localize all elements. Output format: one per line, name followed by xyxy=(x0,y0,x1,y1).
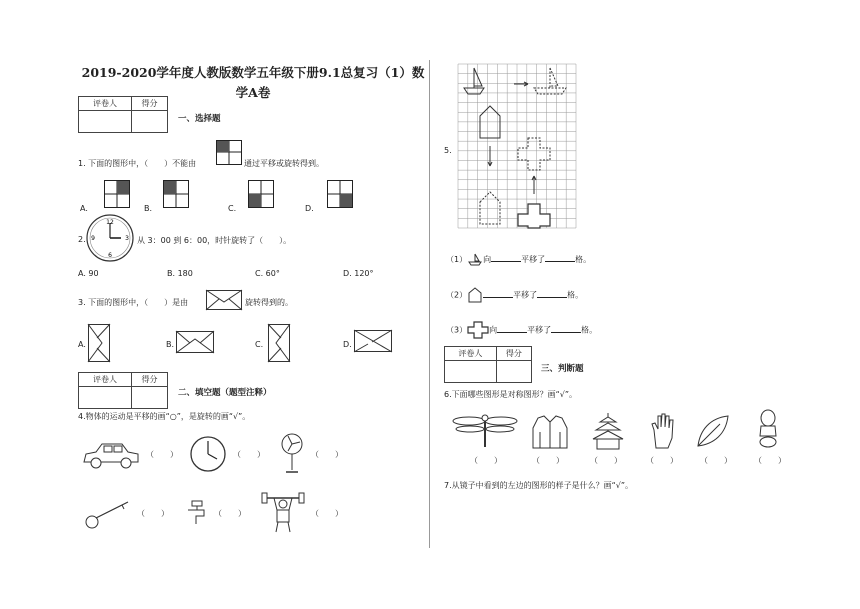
q4-text: 4.物体的运动是平移的画“○”，是旋转的画“√”。 xyxy=(78,412,251,421)
q3-option-b-figure[interactable] xyxy=(176,331,214,353)
boat-icon xyxy=(467,253,483,266)
q6-answer-5[interactable]: （ ） xyxy=(700,456,732,465)
q5-line-1-dir: 向 xyxy=(483,255,492,264)
reviewer-cell[interactable] xyxy=(79,111,132,133)
q3-option-d-figure[interactable] xyxy=(354,330,392,352)
q5-line-3-index: （3） xyxy=(446,325,468,335)
clock-numeral-6: 6 xyxy=(108,252,112,259)
q5-line-1-blank-direction[interactable] xyxy=(491,253,521,262)
q2-option-d[interactable]: D. 120° xyxy=(343,269,374,278)
q5-line-1-index: （1） xyxy=(446,255,468,264)
score-cell[interactable] xyxy=(131,387,167,409)
q3-option-c-label[interactable]: C. xyxy=(255,340,264,349)
q5-grid-figure xyxy=(458,64,576,228)
key-icon xyxy=(82,498,132,532)
q5-line-3 xyxy=(446,321,597,339)
house-icon xyxy=(467,287,483,303)
clock-icon xyxy=(190,436,226,472)
q3-option-c-figure[interactable] xyxy=(268,324,290,362)
q1-option-d-label[interactable]: D. xyxy=(305,204,314,213)
q2-option-c[interactable]: C. 60° xyxy=(255,269,280,278)
q5-line-1 xyxy=(446,253,591,266)
faucet-icon xyxy=(186,500,208,528)
clock-icon xyxy=(86,214,134,262)
weightlifter-icon xyxy=(262,490,304,534)
reviewer-label: 评卷人 xyxy=(79,97,132,111)
q1-text-a: 1. 下面的图形中，（ ）不能由 xyxy=(78,159,197,168)
hand-icon xyxy=(650,412,676,450)
column-divider xyxy=(429,60,430,548)
q6-answer-3[interactable]: （ ） xyxy=(590,456,622,465)
q5-line-2-end: 格。 xyxy=(567,290,584,300)
q5-line-2-blank-count[interactable] xyxy=(537,289,567,298)
reviewer-label: 评卷人 xyxy=(445,347,497,361)
title-line-2: 学A卷 xyxy=(235,85,271,100)
q1-text-b: 通过平移或旋转得到。 xyxy=(244,159,324,168)
section-heading-fill: 二、填空题（题型注释） xyxy=(178,388,272,398)
leaf-icon xyxy=(694,414,730,448)
clock-numeral-9: 9 xyxy=(91,235,95,242)
q1-option-c-figure[interactable] xyxy=(248,180,274,208)
q5-line-3-mid: 平移了 xyxy=(527,325,552,335)
title-line-1: 2019-2020学年度人教版数学五年级下册9.1总复习（1）数 xyxy=(81,65,425,80)
fan-icon xyxy=(280,432,304,474)
q6-answer-6[interactable]: （ ） xyxy=(754,456,786,465)
q5-line-3-dir: 向 xyxy=(489,325,498,335)
q5-line-2 xyxy=(446,287,583,303)
q4-answer-1[interactable]: （ ） xyxy=(146,450,178,459)
q5-number: 5. xyxy=(444,146,452,155)
q7-text: 7.从镜子中看到的左边的图形的样子是什么？画“√”。 xyxy=(444,481,634,490)
pagoda-icon xyxy=(592,412,624,450)
car-icon xyxy=(82,440,140,470)
q5-line-3-end: 格。 xyxy=(581,325,598,335)
q4-answer-5[interactable]: （ ） xyxy=(214,509,246,518)
q1-option-b-label[interactable]: B. xyxy=(144,204,153,213)
q5-line-3-blank-count[interactable] xyxy=(551,324,581,333)
reviewer-cell[interactable] xyxy=(79,387,132,409)
q2-option-b[interactable]: B. 180 xyxy=(167,269,193,278)
q2-number: 2. xyxy=(78,235,86,244)
score-label: 得分 xyxy=(496,347,531,361)
score-table-1 xyxy=(78,96,168,133)
q4-answer-4[interactable]: （ ） xyxy=(137,509,169,518)
score-cell[interactable] xyxy=(131,111,167,133)
q3-text-b: 旋转得到的。 xyxy=(245,298,293,307)
score-label: 得分 xyxy=(131,373,167,387)
clock-numeral-12: 12 xyxy=(106,219,114,226)
q2-text: 从 3：00 到 6：00，时针旋转了（ ）。 xyxy=(137,236,292,245)
q6-answer-1[interactable]: （ ） xyxy=(470,456,502,465)
q3-option-d-label[interactable]: D. xyxy=(343,340,352,349)
section-heading-judge: 三、判断题 xyxy=(541,364,584,374)
q6-text: 6.下面哪些图形是对称图形？画“√”。 xyxy=(444,390,578,399)
q5-line-2-blank-direction[interactable] xyxy=(483,289,513,298)
q5-line-2-index: （2） xyxy=(446,290,468,300)
q1-option-a-figure[interactable] xyxy=(104,180,130,208)
q5-line-1-end: 格。 xyxy=(575,255,592,264)
q3-option-b-label[interactable]: B. xyxy=(166,340,175,349)
q4-answer-6[interactable]: （ ） xyxy=(311,509,343,518)
q3-option-a-figure[interactable] xyxy=(88,324,110,362)
q3-envelope-figure xyxy=(206,290,242,310)
q1-option-c-label[interactable]: C. xyxy=(228,204,237,213)
score-table-3 xyxy=(444,346,532,383)
q1-reference-figure xyxy=(216,140,242,165)
reviewer-label: 评卷人 xyxy=(79,373,132,387)
q6-answer-4[interactable]: （ ） xyxy=(646,456,678,465)
coat-icon xyxy=(532,414,568,450)
q3-option-a-label[interactable]: A. xyxy=(78,340,86,349)
score-cell[interactable] xyxy=(496,361,531,383)
q5-line-2-mid: 平移了 xyxy=(513,290,538,300)
clock-numeral-3: 3 xyxy=(125,235,129,242)
q5-line-1-mid: 平移了 xyxy=(521,255,546,264)
q1-option-b-figure[interactable] xyxy=(163,180,189,208)
section-heading-choice: 一、选择题 xyxy=(178,114,221,124)
cross-icon xyxy=(467,321,489,339)
q5-line-1-blank-count[interactable] xyxy=(545,253,575,262)
q2-option-a[interactable]: A. 90 xyxy=(78,269,99,278)
q1-option-a-label[interactable]: A. xyxy=(80,204,88,213)
q4-answer-3[interactable]: （ ） xyxy=(311,450,343,459)
q4-answer-2[interactable]: （ ） xyxy=(233,450,265,459)
q5-line-3-blank-direction[interactable] xyxy=(497,324,527,333)
q6-answer-2[interactable]: （ ） xyxy=(532,456,564,465)
score-table-2 xyxy=(78,372,168,409)
q1-option-d-figure[interactable] xyxy=(327,180,353,208)
dragonfly-icon xyxy=(452,412,518,448)
score-label: 得分 xyxy=(131,97,167,111)
q3-text-a: 3. 下面的图形中，（ ）是由 xyxy=(78,298,189,307)
lantern-icon xyxy=(756,408,780,450)
reviewer-cell[interactable] xyxy=(445,361,497,383)
